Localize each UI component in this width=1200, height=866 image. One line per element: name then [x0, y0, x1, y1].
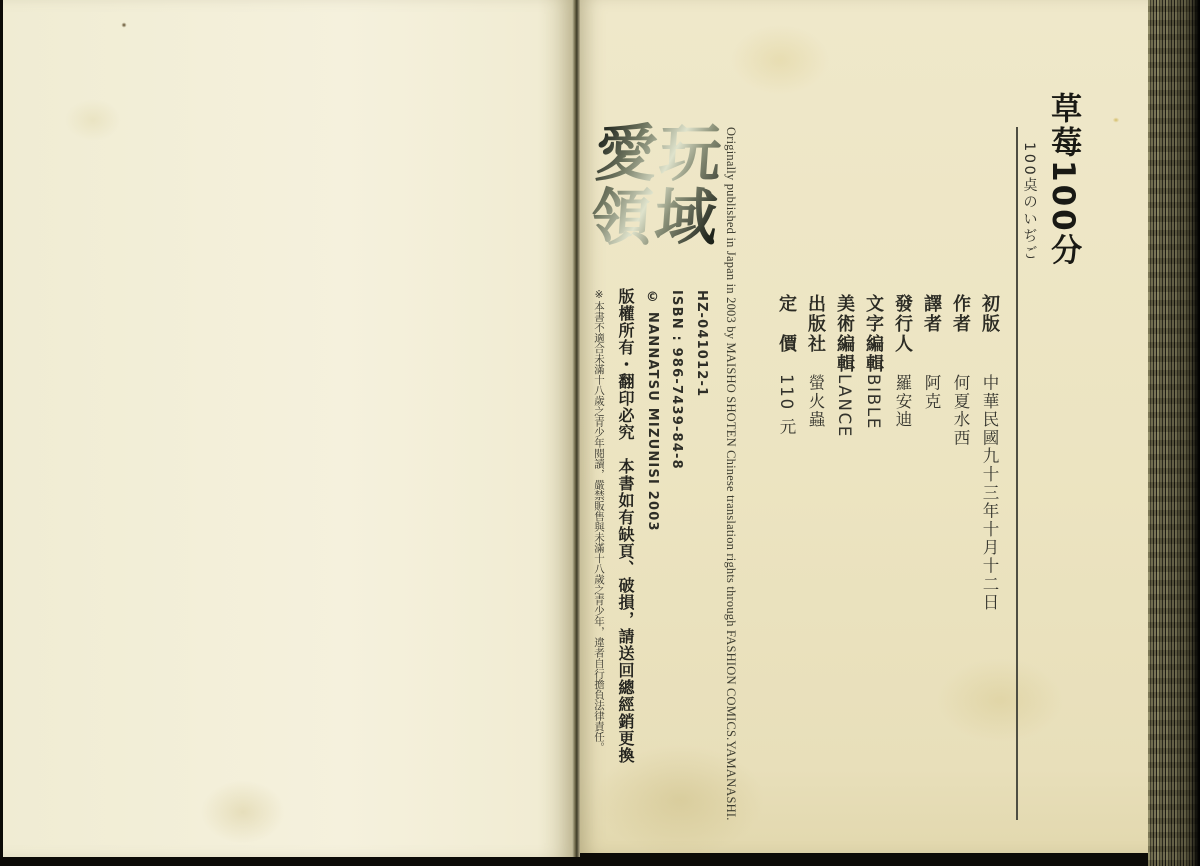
- colophon-entry: [835, 294, 853, 866]
- colophon-entry: [777, 294, 795, 866]
- colophon-label: 初版: [979, 294, 1000, 334]
- page-subtitle: 100奌のいぢご: [1021, 142, 1037, 263]
- colophon-label: 發行人: [892, 294, 913, 354]
- colophon: [766, 294, 998, 866]
- colophon-label: 譯者: [921, 294, 942, 334]
- colophon-label: 出版社: [805, 294, 826, 354]
- title-divider-rule: [1016, 127, 1018, 820]
- product-code: HZ-041012-1: [694, 290, 709, 398]
- colophon-entry: [864, 294, 882, 866]
- english-rights-line: Originally published in Japan in 2003 by MAISHO SHOTEN Chinese translation rights through FASHION COMICS.YAMANASHI.: [724, 127, 738, 821]
- colophon-entry: [980, 294, 998, 866]
- page-title: 草莓100分: [1045, 92, 1082, 268]
- colophon-entry: [806, 294, 824, 866]
- colophon-value: 阿克: [922, 374, 941, 411]
- colophon-page: [580, 0, 1148, 853]
- colophon-label: 文字編輯: [863, 294, 884, 374]
- colophon-value: 何夏水西: [951, 374, 970, 448]
- colophon-label: 作者: [950, 294, 971, 334]
- colophon-value: 羅安迪: [893, 374, 912, 429]
- page-stack-fore-edge: [1148, 0, 1200, 866]
- page-gutter: [572, 0, 580, 857]
- colophon-value: 螢火蟲: [806, 374, 825, 429]
- rights-statement: 版權所有・翻印必究 本書如有缺頁、破損，請送回總經銷更換: [616, 288, 635, 764]
- colophon-entry: [922, 294, 940, 866]
- copyright-line: © NANNATSU MIZUNISI 2003: [645, 290, 660, 532]
- colophon-value: LANCE: [835, 374, 854, 439]
- colophon-entry: [951, 294, 969, 866]
- colophon-label: 定 價: [776, 294, 797, 354]
- left-blank-page: [3, 0, 572, 857]
- colophon-value: 110 元: [777, 374, 796, 437]
- age-restriction-notice: ※本書不適合未滿十八歲之青少年閱讀，嚴禁販售與未滿十八歲之青少年，違者自行擔負法律責任。: [593, 289, 605, 753]
- colophon-value: BIBLE: [864, 374, 883, 431]
- publisher-logo: 愛玩領域: [588, 122, 731, 251]
- colophon-label: 美術編輯: [834, 294, 855, 374]
- colophon-value: 中華民國九十三年十月十二日: [980, 374, 999, 612]
- isbn: ISBN : 986-7439-84-8: [669, 290, 684, 470]
- colophon-entry: [893, 294, 911, 866]
